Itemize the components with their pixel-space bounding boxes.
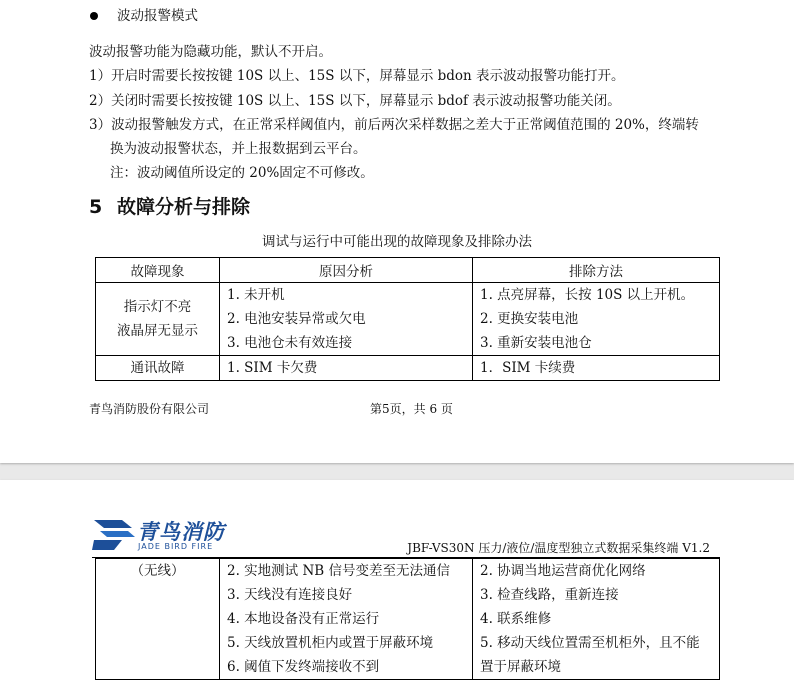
logo-english-text: JADE BIRD FIRE <box>138 542 214 551</box>
cell-line: 4. 联系维修 <box>480 611 552 627</box>
paragraph-line: 1）开启时需要长按按键 10S 以上、15S 以下，屏幕显示 bdon 表示波动报警功能打开。 <box>89 68 625 84</box>
section-title: 故障分析与排除 <box>117 196 251 218</box>
symptom-cell <box>96 283 220 356</box>
fix-cell <box>473 559 720 680</box>
footer-page-number: 第5页，共 6 页 <box>370 402 453 416</box>
column-header: 故障现象 <box>96 258 220 283</box>
cause-cell <box>220 356 473 381</box>
paragraph-line: 换为波动报警状态，并上报数据到云平台。 <box>110 141 367 157</box>
cell-line: 5. 天线放置机柜内或置于屏蔽环境 <box>227 635 434 651</box>
logo-chinese-text: 青鸟消防 <box>137 520 225 544</box>
column-header: 排除方法 <box>473 258 720 283</box>
cause-cell <box>220 559 473 680</box>
cell-line: 3. 检查线路，重新连接 <box>480 587 619 603</box>
cell-line: 通讯故障 <box>130 360 185 376</box>
fix-cell <box>473 283 720 356</box>
cell-line: 3. 电池仓未有效连接 <box>227 335 353 351</box>
note-line: 注：波动阈值所设定的 20%固定不可修改。 <box>110 165 374 181</box>
table-row <box>96 559 720 680</box>
cell-line: 1. 点亮屏幕，长按 10S 以上开机。 <box>480 287 695 303</box>
paragraph-line: 3）波动报警触发方式，在正常采样阈值内，前后两次采样数据之差大于正常阈值范围的 20%，终端转 <box>89 117 699 133</box>
cell-line: 6. 阈值下发终端接收不到 <box>227 659 380 675</box>
cell-line: 指示灯不亮 <box>123 299 192 315</box>
cell-line: 4. 本地设备没有正常运行 <box>227 611 380 627</box>
table-row <box>96 283 720 356</box>
cell-line: 1．SIM 卡续费 <box>480 360 576 376</box>
cause-cell <box>220 283 473 356</box>
brand-logo <box>92 516 237 554</box>
bullet-dot-icon <box>90 12 98 20</box>
fault-table <box>95 257 720 381</box>
table-caption: 调试与运行中可能出现的故障现象及排除办法 <box>262 234 532 250</box>
cell-line: 2. 更换安装电池 <box>480 311 579 327</box>
jade-bird-logo-icon <box>92 516 136 554</box>
cell-line: 3. 天线没有连接良好 <box>227 587 353 603</box>
fault-table-continued <box>95 558 720 680</box>
cell-line: 1. 未开机 <box>227 287 285 303</box>
document-page-6 <box>0 480 794 683</box>
document-header-title: JBF-VS30N 压力/液位/温度型独立式数据采集终端 V1.2 <box>407 541 710 555</box>
column-header: 原因分析 <box>220 258 473 283</box>
fix-cell <box>473 356 720 381</box>
bullet-heading: 波动报警模式 <box>117 8 198 24</box>
cell-line: 5. 移动天线位置需至机柜外，且不能 <box>480 635 700 651</box>
cell-line: 2. 协调当地运营商优化网络 <box>480 563 646 579</box>
table-header-row <box>96 258 720 283</box>
cell-line: 3. 重新安装电池仓 <box>480 335 592 351</box>
cell-line: 液晶屏无显示 <box>117 323 198 339</box>
paragraph-line: 波动报警功能为隐藏功能，默认不开启。 <box>89 44 332 60</box>
section-number: 5 <box>89 196 103 218</box>
cell-line: 2. 电池安装异常或欠电 <box>227 311 366 327</box>
cell-line: 1. SIM 卡欠费 <box>227 360 318 376</box>
symptom-cell <box>96 356 220 381</box>
cell-line: 2. 实地测试 NB 信号变差至无法通信 <box>227 563 450 579</box>
cell-line: （无线） <box>130 563 185 579</box>
footer-company: 青鸟消防股份有限公司 <box>89 402 210 416</box>
paragraph-line: 2）关闭时需要长按按键 10S 以上、15S 以下，屏幕显示 bdof 表示波动报警功能关闭。 <box>89 93 621 109</box>
table-row <box>96 356 720 381</box>
symptom-cell <box>96 559 220 680</box>
cell-line: 置于屏蔽环境 <box>480 659 561 675</box>
